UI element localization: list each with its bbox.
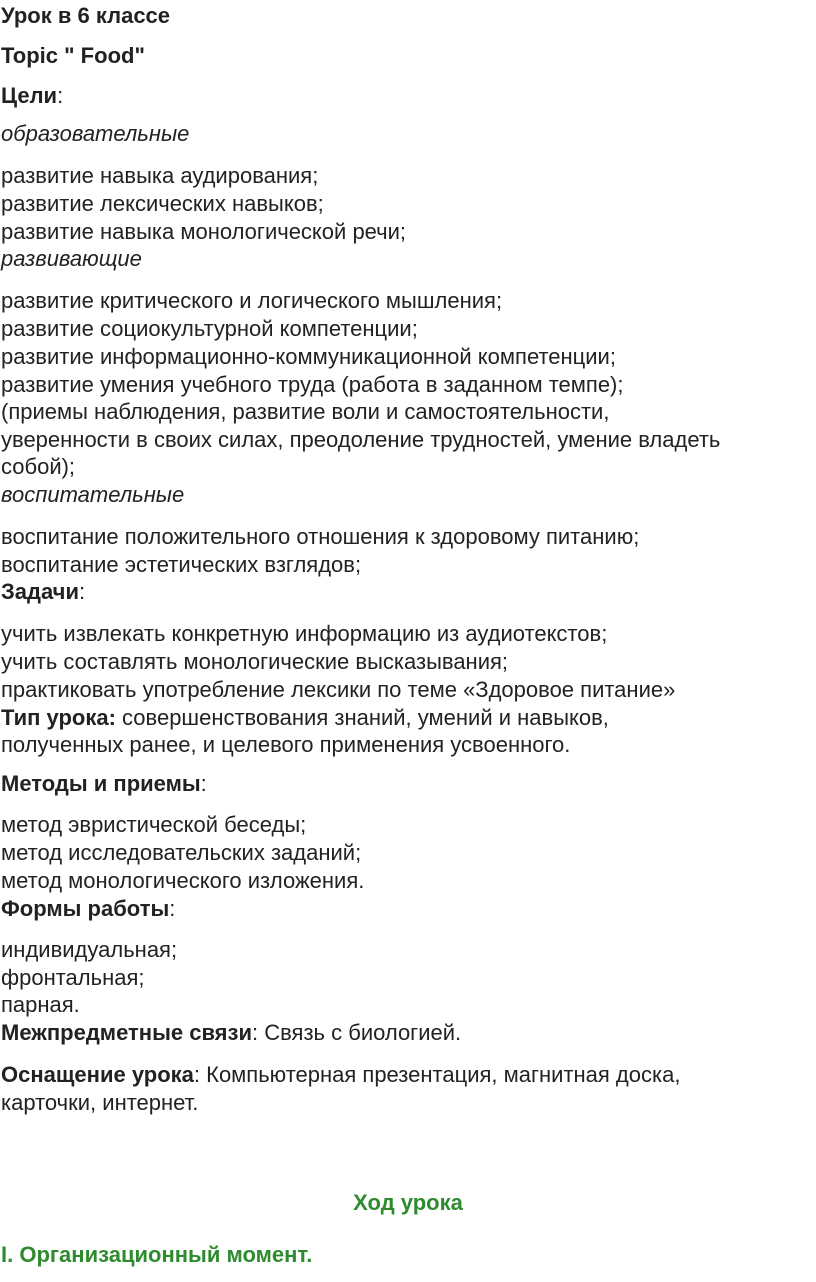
links-label: Межпредметные связи [1, 1020, 252, 1045]
document-title: Урок в 6 классе [1, 3, 171, 28]
goal-item: развитие навыка монологической речи; [1, 219, 407, 244]
goal-item: (приемы наблюдения, развитие воли и самостоятельности, [1, 399, 610, 424]
form-item: парная. [1, 992, 80, 1017]
goals-label: Цели [1, 83, 58, 108]
lesson-type-label: Тип урока: [1, 705, 116, 730]
task-item: учить составлять монологические высказывания; [1, 649, 509, 674]
goal-group-heading-educational: образовательные [1, 121, 190, 146]
lesson-type [1, 704, 609, 732]
equipment-text: : Компьютерная презентация, магнитная доска, [193, 1062, 681, 1087]
goal-group-heading-upbringing: воспитательные [1, 482, 185, 507]
task-item: практиковать употребление лексики по теме «Здоровое питание» [1, 677, 676, 702]
task-item: учить извлекать конкретную информацию из аудиотекстов; [1, 621, 608, 646]
goal-item: развитие навыка аудирования; [1, 163, 319, 188]
methods-heading [1, 770, 207, 798]
tasks-label: Задачи [1, 579, 79, 604]
tasks-heading [1, 578, 85, 606]
goal-item: собой); [1, 454, 76, 479]
goal-item: уверенности в своих силах, преодоление трудностей, умение владеть [1, 427, 721, 452]
goal-item: развитие информационно-коммуникационной компетенции; [1, 344, 616, 369]
interdisciplinary-links [1, 1019, 461, 1047]
links-text: : Связь с биологией. [251, 1020, 462, 1045]
methods-label: Методы и приемы [1, 771, 201, 796]
tasks-colon: : [78, 579, 86, 604]
equipment-text-2: карточки, интернет. [1, 1090, 199, 1115]
method-item: метод эвристической беседы; [1, 812, 307, 837]
section-heading: I. Организационный момент. [1, 1242, 313, 1267]
goal-item: развитие умения учебного труда (работа в заданном темпе); [1, 372, 624, 397]
goals-heading [1, 82, 63, 110]
form-item: индивидуальная; [1, 937, 178, 962]
goal-item: развитие социокультурной компетенции; [1, 316, 418, 341]
forms-heading [1, 895, 175, 923]
forms-colon: : [169, 896, 176, 921]
goal-group-heading-developing: развивающие [1, 246, 142, 271]
document-topic: Topic " Food" [1, 43, 145, 68]
lesson-type-text: совершенствования знаний, умений и навыков, [115, 705, 609, 730]
method-item: метод монологического изложения. [1, 868, 365, 893]
method-item: метод исследовательских заданий; [1, 840, 362, 865]
form-item: фронтальная; [1, 965, 145, 990]
course-heading: Ход урока [353, 1190, 463, 1215]
methods-colon: : [200, 771, 207, 796]
goal-item: развитие критического и логического мышления; [1, 288, 503, 313]
goal-item: развитие лексических навыков; [1, 191, 324, 216]
goal-item: воспитание эстетических взглядов; [1, 552, 362, 577]
goals-colon: : [57, 83, 64, 108]
forms-label: Формы работы [1, 896, 170, 921]
goal-item: воспитание положительного отношения к здоровому питанию; [1, 524, 640, 549]
equipment-label: Оснащение урока [1, 1062, 194, 1087]
lesson-equipment [1, 1061, 680, 1089]
lesson-type-text-2: полученных ранее, и целевого применения усвоенного. [1, 732, 571, 757]
